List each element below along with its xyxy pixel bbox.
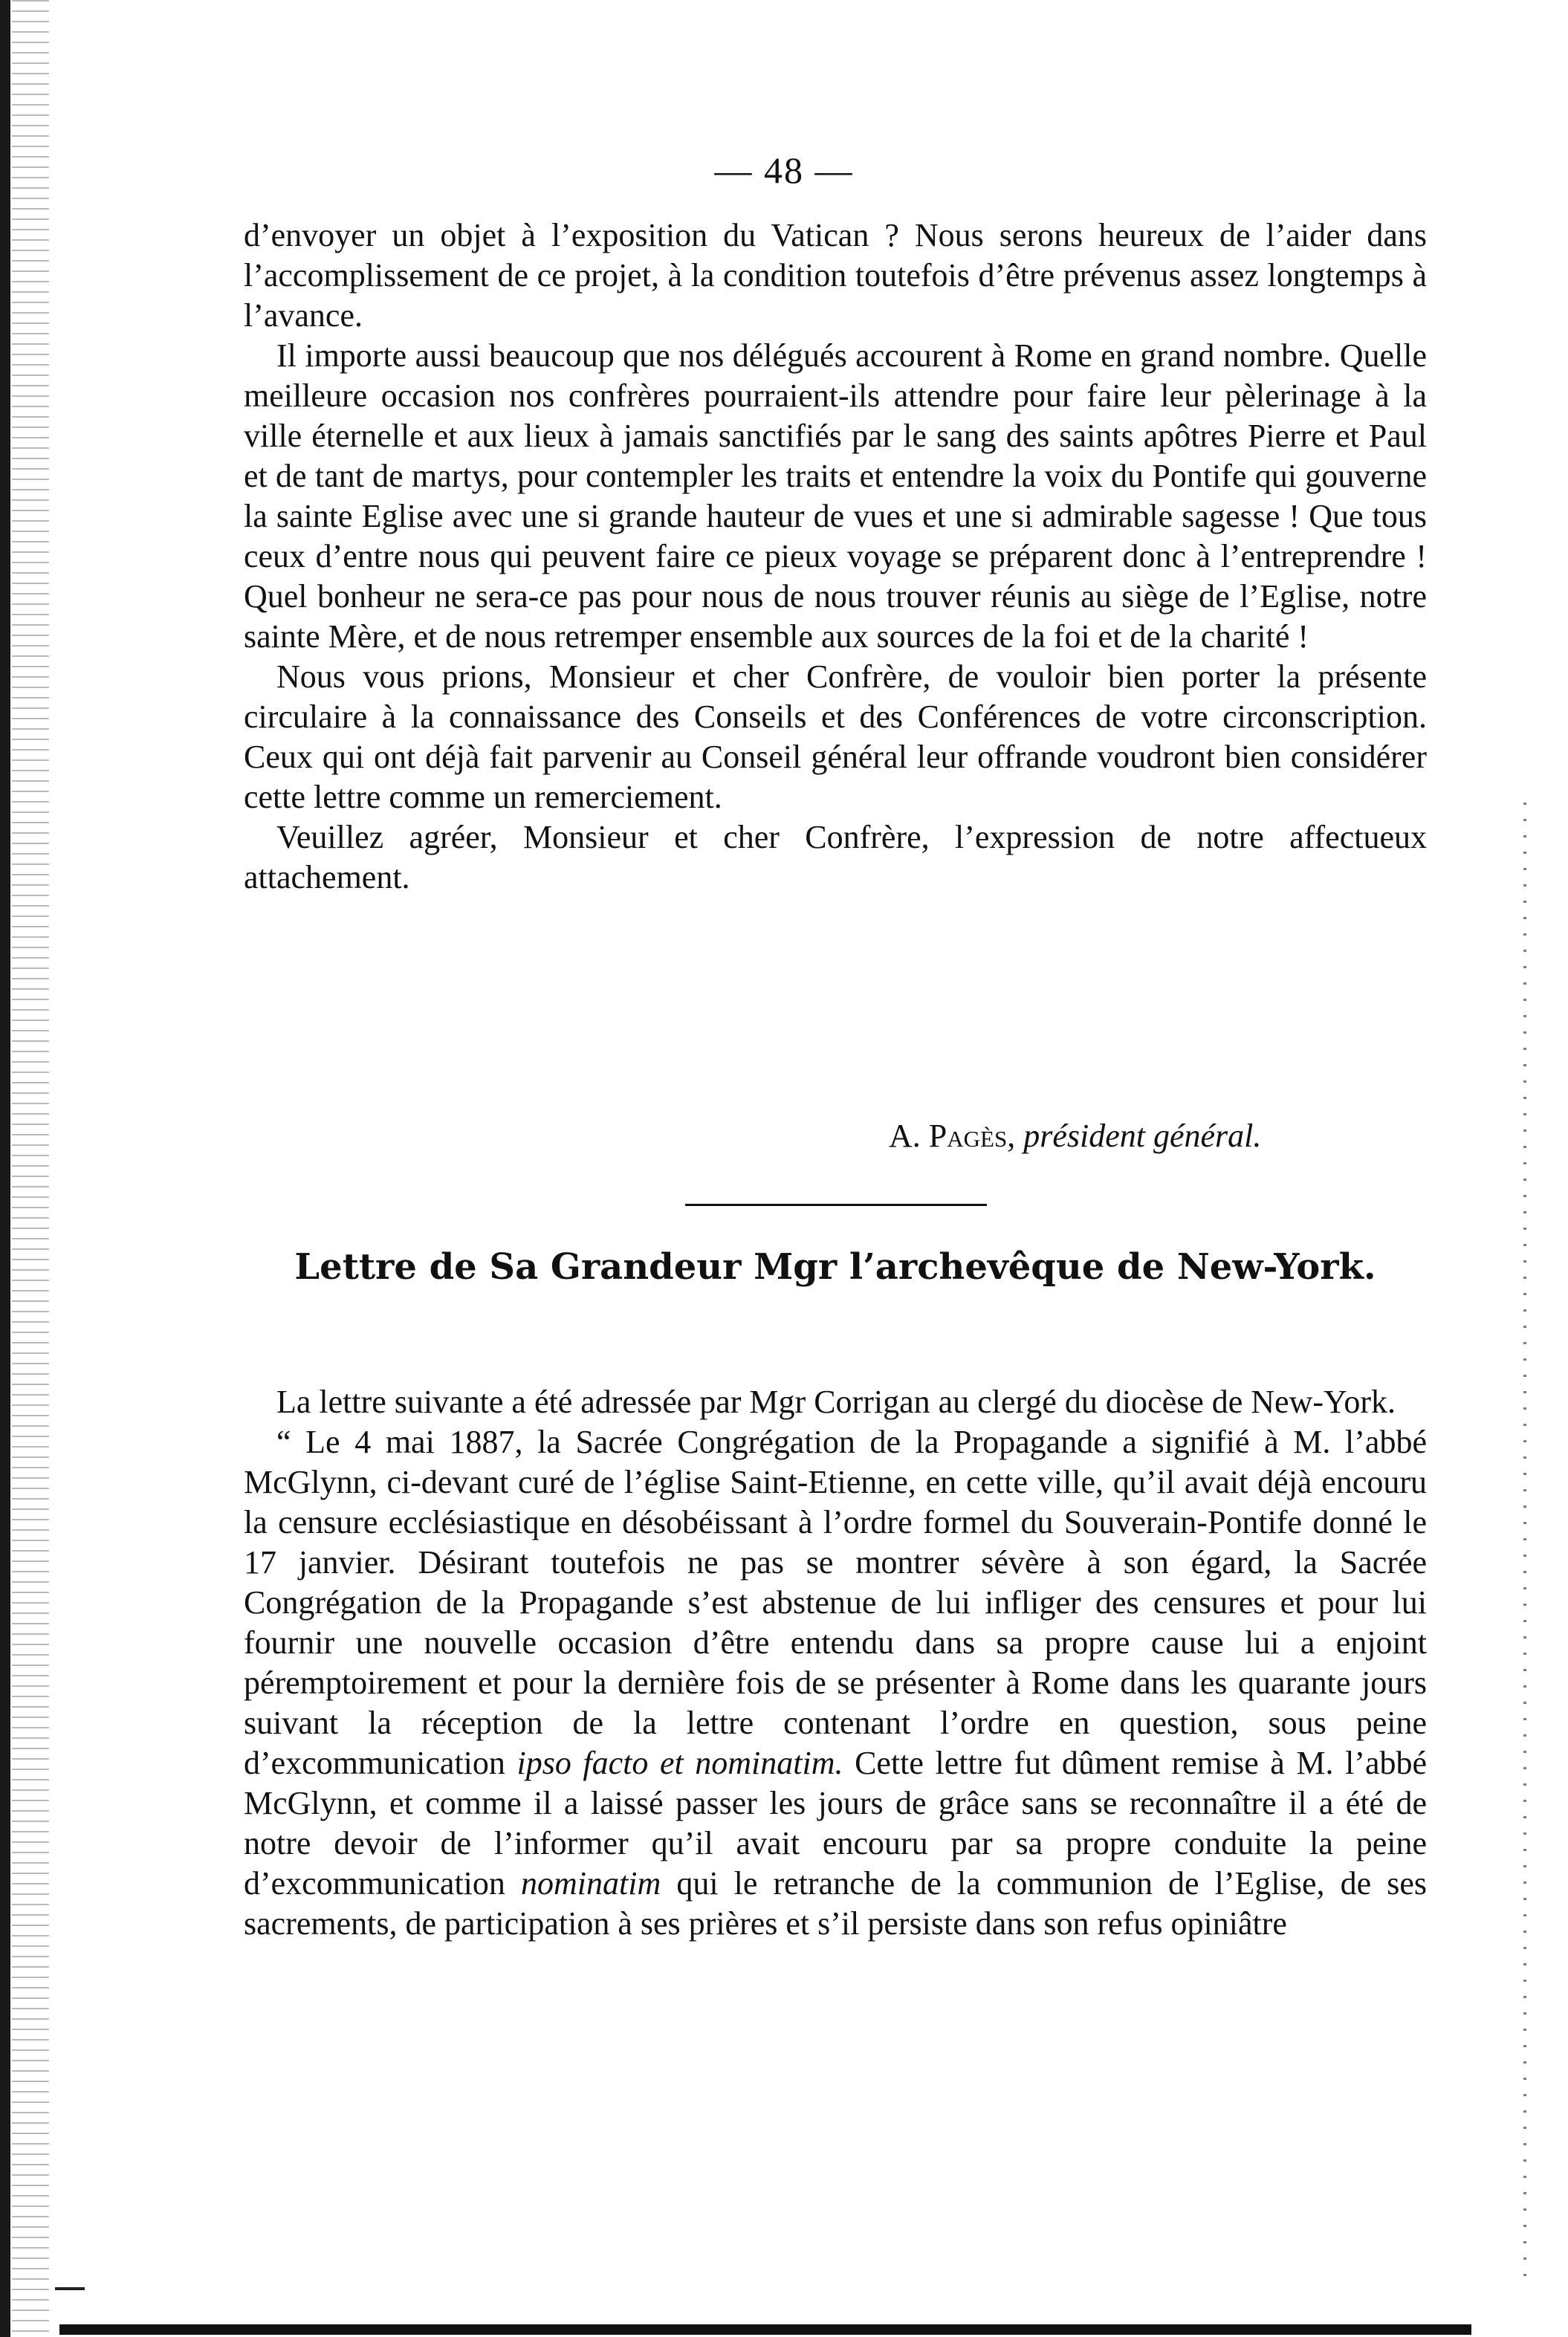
section-heading: Lettre de Sa Grandeur Mgr l’archevêque de New-York.	[294, 1246, 1376, 1288]
scan-left-edge-noise	[12, 0, 49, 2337]
page-number: — 48 —	[714, 149, 854, 191]
signature-name: A. Pagès,	[889, 1118, 1016, 1154]
latin-phrase: ipso facto et nominatim.	[516, 1745, 843, 1781]
text-block-top	[244, 215, 1427, 898]
paragraph: La lettre suivante a été adressée par Mgr Corrigan au clergé du diocèse de New-York.	[276, 1384, 1396, 1420]
scan-right-edge-noise	[1523, 803, 1526, 2289]
scan-bottom-mark	[55, 2287, 85, 2290]
signature-title: président général.	[1023, 1118, 1262, 1154]
text-block-bottom	[244, 1382, 1427, 1944]
paragraph-letter	[244, 1422, 1427, 1944]
section-divider	[685, 1204, 987, 1206]
letter-text: Cette lettre fut dûment remise à M. l’abbé McGlynn, et comme il a laissé passer les jours de grâce sans se reconnaître il a été de notre devoir de l’informer qu’il avait encouru par sa propre conduite la peine d’excommunication	[244, 1745, 1428, 1902]
paragraph: Veuillez agréer, Monsieur et cher Confrère, l’expression de notre affectueux attachement.	[244, 819, 1427, 895]
paragraph: Il importe aussi beaucoup que nos délégués accourent à Rome en grand nombre. Quelle meilleure occasion nos confrères pourraient-ils attendre pour faire leur pèlerinage à la ville éternelle et aux lieux à jamais sanctifiés par le sang des saints apôtres Pierre et Paul et de tant de martys, pour contempler les traits et entendre la voix du Pontife qui gouverne la sainte Eglise avec une si grande hauteur de vues et une si admirable sagesse ! Que tous ceux d’entre nous qui peuvent faire ce pieux voyage se préparent donc à l’entreprendre ! Quel bonheur ne sera-ce pas pour nous de nous trouver réunis au siège de l’Eglise, notre sainte Mère, et de nous retremper ensemble aux sources de la foi et de la charité !	[244, 337, 1427, 655]
letter-text: “ Le 4 mai 1887, la Sacrée Congrégation de la Propagande a signifié à M. l’abbé McGlynn, ci-devant curé de l’église Saint-Etienne, en cette ville, qu’il avait déjà encouru la censure ecclésiastique en désobéissant à l’ordre formel du Souverain-Pontife donné le 17 janvier. Désirant toutefois ne pas se montrer sévère à son égard, la Sacrée Congrégation de la Propagande s’est abstenue de lui infliger des censures et pour lui fournir une nouvelle occasion d’être entendu dans sa propre cause lui a enjoint péremptoirement et pour la dernière fois de se présenter à Rome dans les quarante jours suivant la réception de la lettre contenant l’ordre en question, sous peine d’excommunication	[244, 1424, 1427, 1781]
paragraph: Nous vous prions, Monsieur et cher Confrère, de vouloir bien porter la présente circulaire à la connaissance des Conseils et des Conférences de votre circonscription. Ceux qui ont déjà fait parvenir au Conseil général leur offrande voudront bien considérer cette lettre comme un remerciement.	[244, 658, 1427, 815]
scan-bottom-edge	[59, 2324, 1471, 2335]
paragraph: d’envoyer un objet à l’exposition du Vatican ? Nous serons heureux de l’aider dans l’accomplissement de ce projet, à la condition toutefois d’être prévenus assez longtemps à l’avance.	[244, 217, 1427, 334]
letter-text: qui le retranche de la communion de l’Eglise, de ses sacrements, de participation à ses prières et s’il persiste dans son refus opiniâtre	[244, 1865, 1428, 1942]
signature	[889, 1116, 1261, 1156]
latin-word: nominatim	[521, 1865, 661, 1902]
scan-left-edge	[0, 0, 10, 2337]
